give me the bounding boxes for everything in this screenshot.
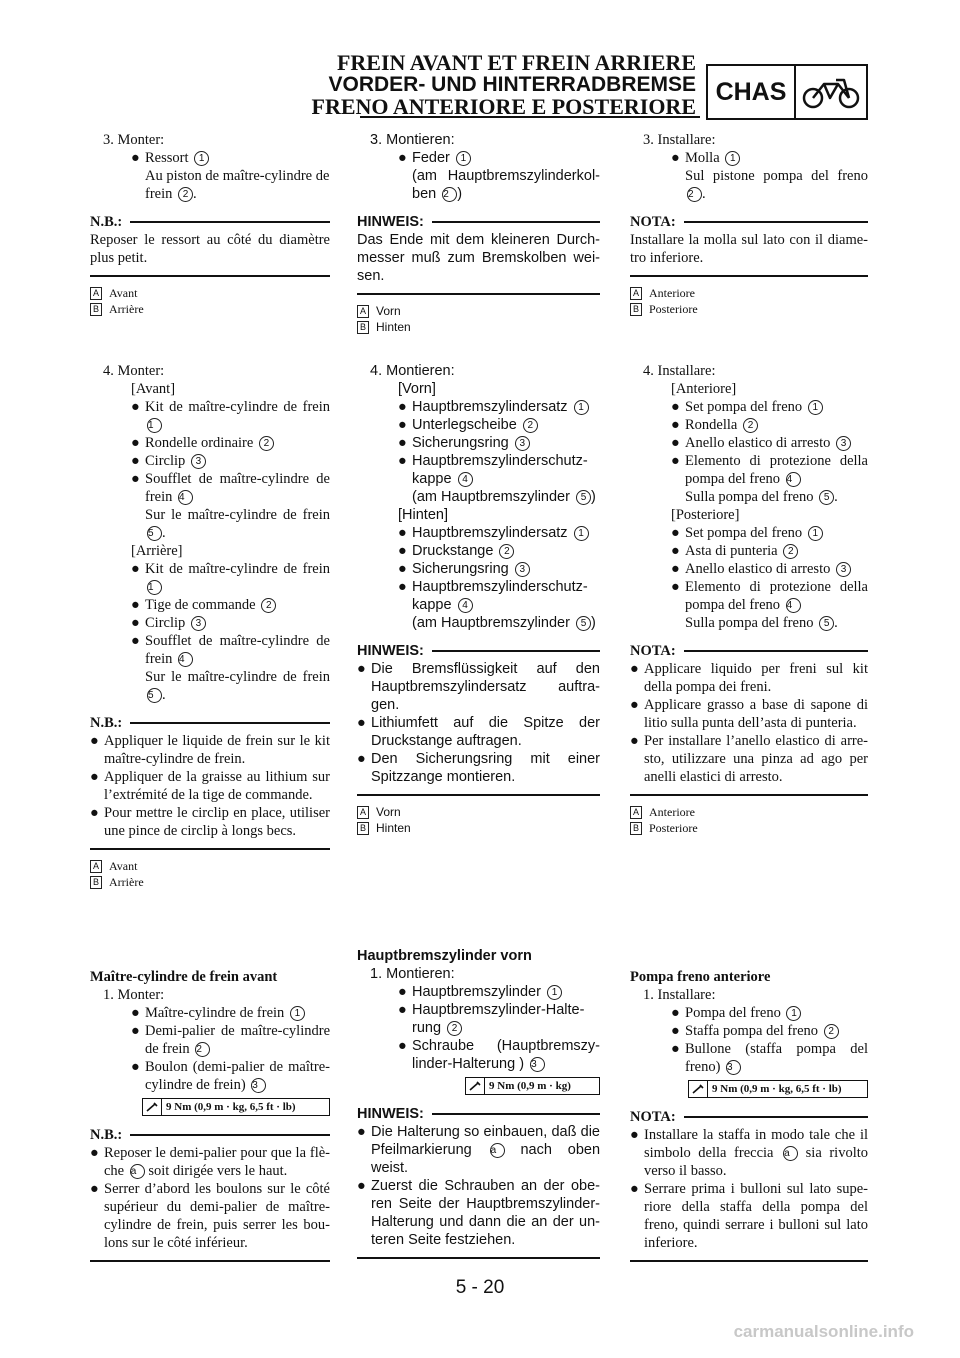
- it-s5-b2: Staffa pompa del freno: [685, 1023, 819, 1039]
- marker-4: 4: [178, 490, 193, 505]
- label-B: B: [357, 822, 369, 835]
- de-step5: Hauptbremszylinder vorn 1. Montieren: ● Hauptbremszylinder 1 ● Hauptbremszylinder-Halte-rung 2 ● Schraube (Hauptbremszy-linder-Halterung ) 3 9 Nm (0,9 m · kg) HINWEIS: ● Die Halterung so einbauen, daß die Pfeilmarkierung a nach oben weist. ● Zuerst die Schrauben an der obe-ren Seite der Hauptbremszylinder-Halterung und dann die an der un-teren Seite festziehen.: [357, 947, 600, 1267]
- it-s3-label-b: Posteriore: [649, 302, 698, 316]
- de-s4-r4: Hauptbremszylinderschutz-kappe: [412, 579, 588, 613]
- de-s4-n2: Lithiumfett auf die Spitze der Druckstange auftragen.: [371, 715, 600, 749]
- fr-s5-b3: Boulon (demi-palier de maître-cylindre de frein): [145, 1059, 330, 1093]
- de-s4-step: 4. Montieren:: [370, 363, 455, 379]
- fr-s4-r1: Kit de maître-cylindre de frein: [145, 561, 330, 577]
- marker-2: 2: [261, 598, 276, 613]
- it-s3-note-label: NOTA:: [630, 214, 676, 230]
- fr-torque-value: 9 Nm (0,9 m · kg, 6,5 ft · lb): [166, 1101, 296, 1113]
- fr-s3-b1: Ressort: [145, 150, 189, 166]
- it-s4-r1: Set pompa del freno: [685, 525, 803, 541]
- it-s4-r4-sub: Sulla pompa del freno: [685, 615, 814, 631]
- de-torque-value: 9 Nm (0,9 m · kg): [489, 1080, 571, 1092]
- marker-3: 3: [251, 1078, 266, 1093]
- fr-step4: 4. Monter: [Avant] ● Kit de maître-cylindre de frein 1 ● Rondelle ordinaire 2 ● Circlip 3 ● Soufflet de maître-cylindre de frein 4 Sur le maître-cylindre de frein 5 . [Arrière] ● Kit de maître-cylindre de frein 1 ● Tige de commande 2 ● Circlip 3 ● Soufflet de maître-cylindre de frein 4 Sur le maître-cylindre de frein 5 . N.B.: ● Appliquer le liquide de frein sur le kit maître-cylindre de frein. ● Appliquer de la graisse au lithium sur l’extrémité de la tige de commande. ● Pour mettre le circlip en place, utiliser une pince de circlip à longs becs. A Avant B Arrière: [90, 363, 330, 889]
- it-torque-spec: [688, 1080, 868, 1098]
- marker-2: 2: [447, 1021, 462, 1036]
- de-s4-f4-sub: (am Hauptbremszylinder: [412, 489, 570, 505]
- de-s4-front: [Vorn]: [398, 381, 436, 397]
- it-s4-r2: Asta di punteria: [685, 543, 778, 559]
- de-s4-r3: Sicherungsring: [412, 561, 509, 577]
- it-s3-b1-sub: Sul pistone pompa del freno: [685, 168, 868, 184]
- it-s4-n1: Applicare liquido per freni sul kit della pompa dei freni.: [644, 661, 868, 695]
- de-s4-r4-sub: (am Hauptbremszylinder: [412, 615, 570, 631]
- marker-2: 2: [687, 187, 702, 202]
- marker-4: 4: [786, 598, 801, 613]
- section-badge: [706, 64, 868, 120]
- fr-s4-n2: Appliquer de la graisse au lithium sur l’extrémité de la tige de commande.: [104, 769, 330, 803]
- fr-s3-step: 3. Monter:: [103, 132, 165, 148]
- marker-3: 3: [836, 562, 851, 577]
- marker-2: 2: [195, 1042, 210, 1057]
- page-number: 5 - 20: [455, 1277, 505, 1298]
- de-s4-f2: Unterlegscheibe: [412, 417, 517, 433]
- marker-3: 3: [191, 454, 206, 469]
- fr-s4-r2: Tige de commande: [145, 597, 256, 613]
- label-A: A: [90, 860, 102, 873]
- fr-s3-label-a: Avant: [109, 286, 138, 300]
- it-s5-heading: Pompa freno anteriore: [630, 969, 771, 985]
- it-s4-label-a: Anteriore: [649, 805, 695, 819]
- de-s5-note-label: HINWEIS:: [357, 1106, 424, 1122]
- it-s3-label-a: Anteriore: [649, 286, 695, 300]
- fr-step3: 3. Monter: ● Ressort 1 Au piston de maître-cylindre de frein 2 . N.B.: Reposer le ressort au côté du diamètre plus petit. A Avant B Arrière: [90, 132, 330, 316]
- it-s4-f2: Rondella: [685, 417, 738, 433]
- fr-step5: Maître-cylindre de frein avant 1. Monter: ● Maître-cylindre de frein 1 ● Demi-palier de maître-cylindre de frein 2 ● Boulon (demi-palier de maître-cylindre de frein) 3 9 Nm (0,9 m · kg, 6,5 ft · lb) N.B.: ● Reposer le demi-palier pour que la flè-che a soit dirigée vers le haut. ● Serrer d’abord les boulons sur le côté supérieur du demi-palier de maître-cylindre de frein, puis serrer les bou-lons sur le côté inférieur.: [90, 968, 330, 1270]
- marker-1: 1: [194, 151, 209, 166]
- de-s4-note-label: HINWEIS:: [357, 643, 424, 659]
- fr-s3-label-b: Arrière: [109, 302, 144, 316]
- de-s4-label-a: Vorn: [376, 805, 401, 819]
- it-s4-step: 4. Installare:: [643, 363, 716, 379]
- torque-wrench-icon: [689, 1081, 708, 1097]
- it-s5-n1a: Installare la staffa in modo tale che il simbolo della freccia: [644, 1127, 868, 1161]
- marker-a: a: [130, 1164, 145, 1179]
- fr-s4-f3: Circlip: [145, 453, 186, 469]
- it-s4-label-b: Posteriore: [649, 821, 698, 835]
- it-s4-f4-sub: Sulla pompa del freno: [685, 489, 814, 505]
- it-s4-r3: Anello elastico di arresto: [685, 561, 831, 577]
- label-A: A: [630, 806, 642, 819]
- torque-wrench-icon: [143, 1099, 162, 1115]
- section-code: CHAS: [708, 66, 796, 118]
- de-s3-note-label: HINWEIS:: [357, 214, 424, 230]
- it-s4-front: [Anteriore]: [671, 381, 737, 397]
- de-s5-n1b: nach oben weist.: [371, 1142, 601, 1176]
- marker-5: 5: [147, 688, 162, 703]
- it-s5-step: 1. Installare:: [643, 987, 716, 1003]
- fr-s5-b2: Demi-palier de maître-cylindre de frein: [145, 1023, 330, 1057]
- motorcycle-icon: [796, 66, 866, 118]
- fr-s4-front: [Avant]: [131, 381, 176, 397]
- marker-2: 2: [442, 187, 457, 202]
- de-step4: 4. Montieren: [Vorn] ● Hauptbremszylindersatz 1 ● Unterlegscheibe 2 ● Sicherungsring 3 ● Hauptbremszylinderschutz-kappe 4 (am Hauptbremszylinder 5 ) [Hinten] ● Hauptbremszylindersatz 1 ● Druckstange 2 ● Sicherungsring 3 ● Hauptbremszylinderschutz-kappe 4 (am Hauptbremszylinder 5 ) HINWEIS: ● Die Bremsflüssigkeit auf den Hauptbremszylindersatz auftra-gen. ● Lithiumfett auf die Spitze der Druckstange auftragen. ● Den Sicherungsring mit einer Spitzzange montieren. A Vorn B Hinten: [357, 363, 600, 835]
- marker-2: 2: [259, 436, 274, 451]
- fr-s5-n2: Serrer d’abord les boulons sur le côté supérieur du demi-palier de maître-cylindre de frein, puis serrer les bou-lons sur le côté inférieur.: [104, 1181, 330, 1251]
- fr-s4-n3: Pour mettre le circlip en place, utiliser une pince de circlip à longs becs.: [104, 805, 330, 839]
- marker-1: 1: [574, 526, 589, 541]
- fr-s4-rear: [Arrière]: [131, 543, 183, 559]
- header-title-it: FRENO ANTERIORE E POSTERIORE: [311, 94, 696, 119]
- label-B: B: [90, 303, 102, 316]
- de-s5-b2: Hauptbremszylinder-Halte-rung: [412, 1002, 585, 1036]
- it-s5-note-label: NOTA:: [630, 1109, 676, 1125]
- it-step3: 3. Installare: ● Molla 1 Sul pistone pompa del freno 2 . NOTA: Installare la molla sul lato con il diame-tro inferiore. A Anteriore B Posteriore: [630, 132, 868, 316]
- fr-s4-f4-sub: Sur le maître-cylindre de frein: [145, 507, 330, 523]
- de-step3: 3. Montieren: ● Feder 1 (am Hauptbremszylinderkol-ben 2 ) HINWEIS: Das Ende mit dem kleineren Durch-messer muß zum Bremskolben wei-sen. A Vorn B Hinten: [357, 132, 600, 334]
- de-s3-b1: Feder: [412, 150, 450, 166]
- de-s4-f4: Hauptbremszylinderschutz-kappe: [412, 453, 588, 487]
- it-s4-n3: Per installare l’anello elastico di arre-sto, utilizzare una pinza ad ago per anelli elastici di arresto.: [644, 733, 868, 785]
- marker-4: 4: [458, 472, 473, 487]
- label-B: B: [630, 822, 642, 835]
- de-s5-step: 1. Montieren:: [370, 966, 455, 982]
- marker-2: 2: [523, 418, 538, 433]
- header-title-fr: FREIN AVANT ET FREIN ARRIERE: [336, 50, 696, 75]
- de-s3-b1-sub: (am Hauptbremszylinderkol-ben: [412, 168, 600, 202]
- marker-1: 1: [456, 151, 471, 166]
- marker-2: 2: [499, 544, 514, 559]
- it-s4-rear: [Posteriore]: [671, 507, 740, 523]
- marker-1: 1: [808, 400, 823, 415]
- fr-s4-label-a: Avant: [109, 859, 138, 873]
- fr-s5-heading: Maître-cylindre de frein avant: [90, 969, 278, 985]
- de-torque-spec: [465, 1077, 600, 1095]
- marker-4: 4: [178, 652, 193, 667]
- marker-2: 2: [743, 418, 758, 433]
- marker-5: 5: [819, 616, 834, 631]
- it-s4-r4: Elemento di protezione della pompa del freno: [685, 579, 868, 613]
- fr-s5-n1a: Reposer le demi-palier pour que la flè-che: [104, 1145, 330, 1179]
- marker-5: 5: [147, 526, 162, 541]
- label-A: A: [630, 287, 642, 300]
- marker-1: 1: [147, 580, 162, 595]
- it-s4-note-label: NOTA:: [630, 643, 676, 659]
- fr-s5-b1: Maître-cylindre de frein: [145, 1005, 285, 1021]
- marker-a: a: [490, 1143, 505, 1158]
- marker-a: a: [783, 1146, 798, 1161]
- marker-1: 1: [574, 400, 589, 415]
- marker-5: 5: [576, 616, 591, 631]
- de-s5-n2: Zuerst die Schrauben an der obe-ren Seite der Hauptbremszylinder-Halterung und dann die an der un-teren Seite festziehen.: [371, 1178, 600, 1248]
- it-s3-step: 3. Installare:: [643, 132, 716, 148]
- de-s4-n1: Die Bremsflüssigkeit auf den Hauptbremszylindersatz auftra-gen.: [371, 661, 600, 713]
- de-s3-label-a: Vorn: [376, 304, 401, 318]
- label-B: B: [630, 303, 642, 316]
- fr-s4-r4-sub: Sur le maître-cylindre de frein: [145, 669, 330, 685]
- de-s5-b1: Hauptbremszylinder: [412, 984, 541, 1000]
- marker-2: 2: [178, 187, 193, 202]
- it-torque-value: 9 Nm (0,9 m · kg, 6,5 ft · lb): [712, 1083, 842, 1095]
- fr-s4-n1: Appliquer le liquide de frein sur le kit maître-cylindre de frein.: [104, 733, 330, 767]
- de-s5-heading: Hauptbremszylinder vorn: [357, 948, 532, 964]
- it-step5: Pompa freno anteriore 1. Installare: ● Pompa del freno 1 ● Staffa pompa del freno 2 ● Bullone (staffa pompa del freno) 3 9 Nm (0,9 m · kg, 6,5 ft · lb) NOTA: ● Installare la staffa in modo tale che il simbolo della freccia a sia rivolto verso il basso. ● Serrare prima i bulloni sul lato supe-riore della staffa della pompa del freno, quindi serrare i bulloni sul lato inferiore.: [630, 968, 868, 1270]
- it-s4-f1: Set pompa del freno: [685, 399, 803, 415]
- it-s5-n2: Serrare prima i bulloni sul lato supe-riore della staffa della pompa del freno, quindi serrare i bulloni sul lato inferiore.: [644, 1181, 868, 1251]
- header-rule: [360, 116, 700, 118]
- fr-s4-f2: Rondelle ordinaire: [145, 435, 254, 451]
- fr-s4-f1: Kit de maître-cylindre de frein: [145, 399, 330, 415]
- label-B: B: [90, 876, 102, 889]
- fr-s4-step: 4. Monter:: [103, 363, 165, 379]
- fr-s5-n1b: soit dirigée vers le haut.: [148, 1163, 288, 1179]
- fr-s4-r4: Soufflet de maître-cylindre de frein: [145, 633, 330, 667]
- fr-s4-f4: Soufflet de maître-cylindre de frein: [145, 471, 330, 505]
- label-A: A: [357, 305, 369, 318]
- de-s4-n3: Den Sicherungsring mit einer Spitzzange montieren.: [371, 751, 600, 785]
- de-s4-label-b: Hinten: [376, 821, 411, 835]
- marker-3: 3: [515, 436, 530, 451]
- de-s4-rear: [Hinten]: [398, 507, 448, 523]
- marker-1: 1: [547, 985, 562, 1000]
- de-s3-note: Das Ende mit dem kleineren Durch-messer muß zum Bremskolben wei-sen.: [357, 232, 600, 284]
- de-s4-f1: Hauptbremszylindersatz: [412, 399, 568, 415]
- fr-s3-note: Reposer le ressort au côté du diamètre plus petit.: [90, 232, 330, 266]
- marker-3: 3: [515, 562, 530, 577]
- marker-1: 1: [725, 151, 740, 166]
- marker-4: 4: [458, 598, 473, 613]
- de-s5-n1a: Die Halterung so einbauen, daß die Pfeilmarkierung: [371, 1124, 600, 1158]
- it-s5-b3: Bullone (staffa pompa del freno): [685, 1041, 868, 1075]
- fr-s3-b1-sub: Au piston de maître-cylindre de frein: [145, 168, 330, 202]
- marker-4: 4: [786, 472, 801, 487]
- it-s4-n2: Applicare grasso a base di sapone di litio sulla punta dell’asta di punteria.: [644, 697, 868, 731]
- marker-1: 1: [290, 1006, 305, 1021]
- fr-s3-note-label: N.B.:: [90, 214, 123, 230]
- it-s5-b1: Pompa del freno: [685, 1005, 781, 1021]
- it-s3-b1: Molla: [685, 150, 720, 166]
- de-s4-r1: Hauptbremszylindersatz: [412, 525, 568, 541]
- de-s4-f3: Sicherungsring: [412, 435, 509, 451]
- fr-s4-label-b: Arrière: [109, 875, 144, 889]
- marker-1: 1: [808, 526, 823, 541]
- fr-s4-r3: Circlip: [145, 615, 186, 631]
- de-s5-b3: Schraube (Hauptbremszy-linder-Halterung ): [412, 1038, 600, 1072]
- fr-s5-note-label: N.B.:: [90, 1127, 123, 1143]
- de-s3-label-b: Hinten: [376, 320, 411, 334]
- footer-watermark: carmanualsonline.info: [733, 1322, 914, 1341]
- marker-3: 3: [836, 436, 851, 451]
- it-s4-f3: Anello elastico di arresto: [685, 435, 831, 451]
- de-s3-step: 3. Montieren:: [370, 132, 455, 148]
- label-A: A: [357, 806, 369, 819]
- label-B: B: [357, 321, 369, 334]
- it-step4: 4. Installare: [Anteriore] ● Set pompa del freno 1 ● Rondella 2 ● Anello elastico di arresto 3 ● Elemento di protezione della pompa del freno 4 Sulla pompa del freno 5 . [Posteriore] ● Set pompa del freno 1 ● Asta di punteria 2 ● Anello elastico di arresto 3 ● Elemento di protezione della pompa del freno 4 Sulla pompa del freno 5 . NOTA: ● Applicare liquido per freni sul kit della pompa dei freni. ● Applicare grasso a base di sapone di litio sulla punta dell’asta di punteria. ● Per installare l’anello elastico di arre-sto, utilizzare una pinza ad ago per anelli elastici di arresto. A Anteriore B Posteriore: [630, 363, 868, 835]
- fr-s5-step: 1. Monter:: [103, 987, 165, 1003]
- fr-s4-note-label: N.B.:: [90, 715, 123, 731]
- it-s4-f4: Elemento di protezione della pompa del freno: [685, 453, 868, 487]
- torque-wrench-icon: [466, 1078, 485, 1094]
- marker-3: 3: [530, 1057, 545, 1072]
- marker-3: 3: [191, 616, 206, 631]
- marker-2: 2: [783, 544, 798, 559]
- marker-5: 5: [819, 490, 834, 505]
- marker-1: 1: [147, 418, 162, 433]
- marker-1: 1: [786, 1006, 801, 1021]
- it-s5-n1b: sia rivolto verso il basso.: [644, 1145, 869, 1179]
- fr-torque-spec: [142, 1098, 330, 1116]
- header-title-de: VORDER- UND HINTERRADBREMSE: [328, 73, 696, 96]
- marker-2: 2: [824, 1024, 839, 1039]
- de-s4-r2: Druckstange: [412, 543, 494, 559]
- it-s3-note: Installare la molla sul lato con il diame-tro inferiore.: [630, 232, 868, 266]
- marker-3: 3: [726, 1060, 741, 1075]
- label-A: A: [90, 287, 102, 300]
- marker-5: 5: [576, 490, 591, 505]
